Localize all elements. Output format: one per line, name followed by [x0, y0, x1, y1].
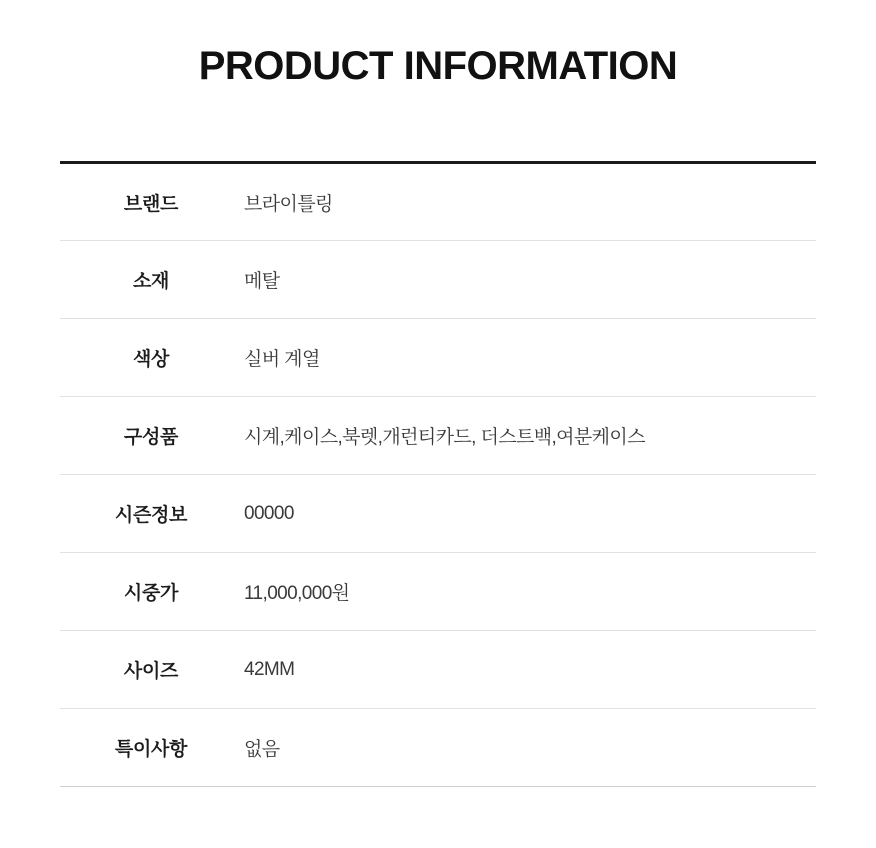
table-row: [60, 397, 816, 475]
table-row: [60, 241, 816, 319]
product-spec-table: [60, 161, 816, 787]
spec-value: 브라이틀링: [244, 193, 333, 215]
table-row: [60, 709, 816, 787]
table-row: [60, 163, 816, 241]
spec-label: 구성품: [60, 397, 242, 475]
spec-label: 브랜드: [123, 193, 179, 215]
table-row: [60, 631, 816, 709]
spec-value: 메탈: [242, 241, 816, 319]
table-row: [60, 319, 816, 397]
spec-value: 실버 계열: [242, 319, 816, 397]
spec-label: 시중가: [60, 553, 242, 631]
table-row: [60, 475, 816, 553]
spec-label: 색상: [60, 319, 242, 397]
spec-value: 시계,케이스,북렛,개런티카드, 더스트백,여분케이스: [242, 397, 816, 475]
spec-value: 00000: [242, 475, 816, 553]
table-row: [60, 553, 816, 631]
spec-value: 42MM: [242, 631, 816, 709]
spec-value: 11,000,000원: [242, 553, 816, 631]
page-title: PRODUCT INFORMATION: [198, 44, 678, 88]
spec-label: 소재: [60, 241, 242, 319]
spec-label: 시즌정보: [60, 475, 242, 553]
spec-label: 사이즈: [60, 631, 242, 709]
spec-value: 없음: [242, 709, 816, 787]
spec-label: 특이사항: [60, 709, 242, 787]
